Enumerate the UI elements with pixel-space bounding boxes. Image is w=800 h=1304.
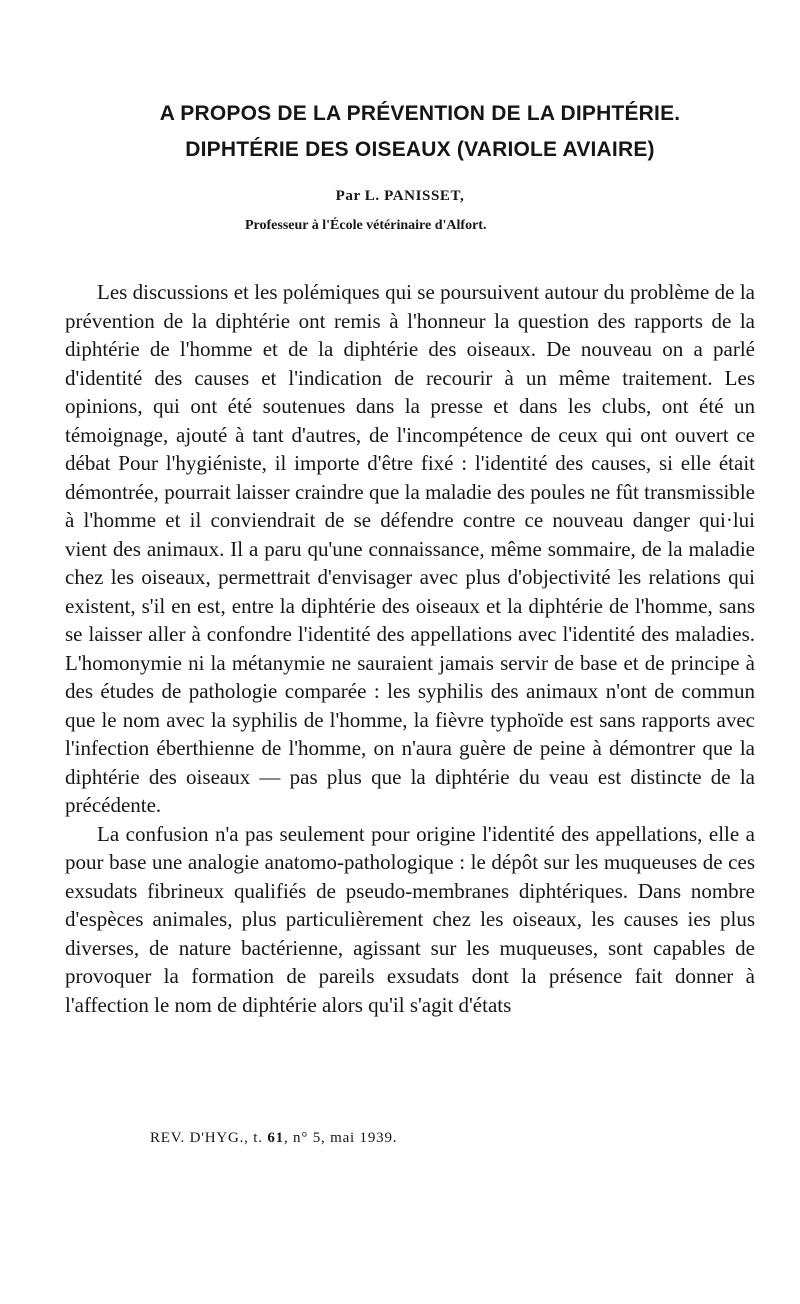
journal-citation xyxy=(150,1130,397,1147)
article-title-line-1: A PROPOS DE LA PRÉVENTION DE LA DIPHTÉRIE. xyxy=(159,102,681,125)
author-byline: Par L. PANISSET, xyxy=(335,188,465,204)
article-title-line-2: DIPHTÉRIE DES OISEAUX (VARIOLE AVIAIRE) xyxy=(185,138,655,161)
volume-prefix: , t. xyxy=(244,1130,263,1146)
article-body xyxy=(65,278,755,1019)
author-affiliation: Professeur à l'École vétérinaire d'Alfort. xyxy=(245,218,487,233)
issue-date: , n° 5, mai 1939. xyxy=(283,1130,398,1146)
journal-name: REV. D'HYG. xyxy=(150,1130,245,1146)
paragraph-1: Les discussions et les polémiques qui se poursuivent autour du problème de la prévention de la diphtérie ont remis à l'honneur la question des rapports de la diphtérie de l'homme et de la diphtérie des oiseaux. De nouveau on a parlé d'identité des causes et l'indication de recourir à un même traitement. Les opinions, qui ont été soutenues dans la presse et dans les clubs, ont été un témoignage, ajouté à tant d'autres, de l'incompétence de ceux qui ont ouvert ce débat Pour l'hygiéniste, il importe d'être fixé : l'identité des causes, si elle était démontrée, pourrait laisser craindre que la maladie des poules ne fût transmissible à l'homme et il conviendrait de se défendre contre ce nouveau danger qui·lui vient des animaux. Il a paru qu'une connaissance, même sommaire, de la maladie chez les oiseaux, permettrait d'envisager avec plus d'objectivité les relations qui existent, s'il en est, entre la diphtérie des oiseaux et la diphtérie de l'homme, sans se laisser aller à confondre l'identité des appellations avec l'identité des maladies. L'homonymie ni la métanymie ne sauraient jamais servir de base et de principe à des études de pathologie comparée : les syphilis des animaux n'ont de commun que le nom avec la syphilis de l'homme, la fièvre typhoïde est sans rapports avec l'infection éberthienne de l'homme, on n'aura guère de peine à démontrer que la diphtérie des oiseaux — pas plus que la diphtérie du veau est distincte de la précédente. xyxy=(65,280,755,817)
volume-number: 61 xyxy=(267,1130,284,1146)
paragraph-2: La confusion n'a pas seulement pour origine l'identité des appellations, elle a pour base une analogie anatomo-pathologique : le dépôt sur les muqueuses de ces exsudats fibrineux qualifiés de pseudo-membranes diphtériques. Dans nombre d'espèces animales, plus particulièrement chez les oiseaux, les causes ies plus diverses, de nature bactérienne, agissant sur les muqueuses, sont capables de provoquer la formation de pareils exsudats dont la présence fait donner à l'affection le nom de diphtérie alors qu'il s'agit d'états xyxy=(65,821,755,1017)
